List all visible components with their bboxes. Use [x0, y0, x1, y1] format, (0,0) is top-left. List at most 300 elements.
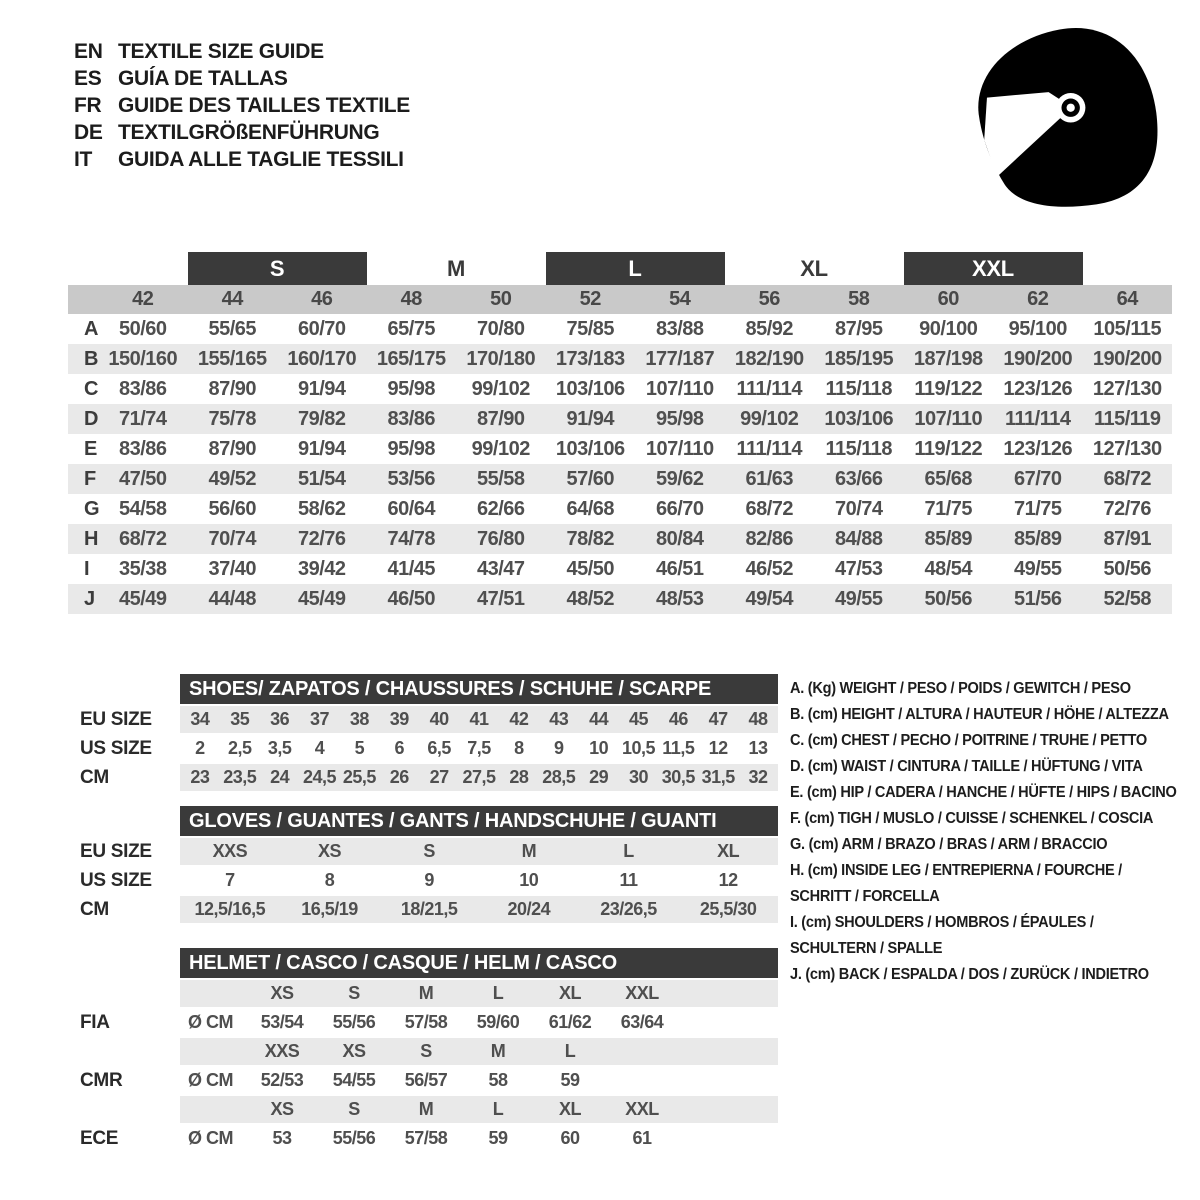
shoes-cell: 46: [668, 709, 688, 729]
size-cell: 70/80: [476, 317, 525, 340]
size-column-56: 56: [758, 288, 780, 310]
helmet-size-label: L: [492, 983, 504, 1003]
gloves-row-values: [180, 838, 778, 865]
legend-item-d: [790, 754, 1189, 780]
shoes-cell: 32: [748, 767, 768, 787]
legend-item-i: [790, 910, 1189, 962]
size-column-54: 54: [669, 288, 691, 310]
size-cell: 85/92: [745, 317, 794, 340]
size-cell: 127/130: [1092, 437, 1162, 460]
size-cell: 79/82: [297, 407, 346, 430]
size-cell: 39/42: [297, 557, 346, 580]
size-band-xl: XL: [800, 255, 828, 281]
shoes-cell: 27,5: [462, 767, 496, 787]
size-column-42: 42: [132, 288, 154, 310]
legend-line: G. (cm) ARM / BRAZO / BRAS / ARM / BRACCIO: [790, 836, 1108, 853]
size-cell: 187/198: [913, 347, 983, 370]
size-cell: 51/54: [297, 467, 346, 490]
size-cell: 71/74: [118, 407, 167, 430]
size-cell: 83/86: [118, 437, 167, 460]
helmet-cell: 52/53: [260, 1070, 304, 1090]
size-cell: 190/200: [1092, 347, 1162, 370]
size-cell: 74/78: [387, 527, 436, 550]
gloves-row-us-size: [68, 867, 778, 894]
size-row-e: [68, 434, 1172, 464]
size-band-row: [68, 252, 1172, 285]
size-cell: 82/86: [745, 527, 794, 550]
size-cell: 56/60: [208, 497, 257, 520]
gloves-cell: XL: [717, 841, 740, 861]
size-cell: 71/75: [924, 497, 973, 520]
gloves-cell: S: [423, 841, 435, 861]
size-cell: 47/51: [476, 587, 525, 610]
helmet-standard-label: CMR: [80, 1069, 123, 1091]
shoes-row-label: EU SIZE: [80, 708, 152, 730]
shoes-cell: 36: [270, 709, 290, 729]
language-code: ES: [74, 66, 102, 90]
size-cell: 68/72: [1103, 467, 1152, 490]
helmet-unit-label: Ø CM: [188, 1012, 233, 1032]
size-row-label: J: [84, 587, 96, 610]
size-cell: 95/98: [387, 437, 436, 460]
helmet-size-label: XS: [270, 1099, 294, 1119]
gloves-row-values: [180, 867, 778, 894]
size-cell: 105/115: [1093, 317, 1162, 340]
legend-line: E. (cm) HIP / CADERA / HANCHE / HÜFTE / HIPS / BACINO: [790, 784, 1177, 801]
shoes-cell: 23,5: [223, 767, 257, 787]
gloves-cell: 11: [619, 870, 638, 890]
size-cell: 95/100: [1008, 317, 1067, 340]
size-cell: 65/68: [924, 467, 973, 490]
size-cell: 70/74: [208, 527, 257, 550]
language-row-de: [74, 119, 410, 146]
size-cell: 60/64: [387, 497, 436, 520]
size-band-m: M: [446, 255, 466, 281]
size-row-g: [68, 494, 1172, 524]
gloves-cell: L: [623, 841, 634, 861]
shoes-row-values: [180, 706, 778, 733]
size-cell: 87/90: [476, 407, 525, 430]
size-cell: 37/40: [208, 557, 257, 580]
helmet-sizes-values: [180, 1038, 778, 1065]
shoes-cell: 10,5: [621, 738, 655, 758]
size-band-s: S: [188, 252, 367, 285]
shoes-rows: [68, 706, 778, 791]
helmet-size-label: XXS: [264, 1041, 300, 1061]
gloves-title: GLOVES / GUANTES / GANTS / HANDSCHUHE / GUANTI: [180, 806, 778, 836]
shoes-row-cm: [68, 764, 778, 791]
language-label: GUÍA DE TALLAS: [118, 66, 288, 90]
size-cell: 103/106: [555, 437, 625, 460]
size-table-body: [68, 314, 1172, 614]
size-row-b: [68, 344, 1172, 374]
gloves-cell: 20/24: [507, 899, 551, 919]
shoes-cell: 44: [589, 709, 609, 729]
shoes-cell: 37: [310, 709, 330, 729]
size-cell: 45/49: [118, 587, 167, 610]
helmet-value-row-cmr: [68, 1067, 778, 1094]
size-cell: 54/58: [118, 497, 167, 520]
size-row-j: [68, 584, 1172, 614]
size-cell: 62/66: [476, 497, 525, 520]
size-cell: 64/68: [566, 497, 615, 520]
size-cell: 75/85: [566, 317, 615, 340]
size-cell: 48/52: [566, 587, 615, 610]
shoes-cell: 13: [748, 738, 768, 758]
gloves-cell: 23/26,5: [600, 899, 657, 919]
size-cell: 91/94: [297, 377, 346, 400]
size-cell: 103/106: [555, 377, 625, 400]
helmet-size-label: XXL: [625, 1099, 659, 1119]
size-column-46: 46: [311, 288, 333, 310]
helmet-size-label: S: [420, 1041, 432, 1061]
helmet-cell: 59/60: [476, 1012, 520, 1032]
size-row-label: C: [84, 377, 99, 400]
shoes-cell: 45: [628, 709, 648, 729]
gloves-cell: 12: [718, 870, 738, 890]
legend-line: SCHRITT / FORCELLA: [790, 888, 940, 905]
shoes-row-label: CM: [80, 766, 109, 788]
shoes-cell: 28: [509, 767, 529, 787]
helmet-unit-label: Ø CM: [188, 1128, 233, 1148]
size-cell: 46/51: [655, 557, 704, 580]
helmet-cell: 53: [272, 1128, 292, 1148]
shoes-cell: 7,5: [467, 738, 491, 758]
gloves-cell: 25,5/30: [699, 899, 757, 919]
shoes-cell: 27: [429, 767, 449, 787]
size-cell: 165/175: [376, 347, 446, 370]
size-cell: 70/74: [834, 497, 883, 520]
size-cell: 87/95: [834, 317, 883, 340]
gloves-row-label: EU SIZE: [80, 840, 152, 862]
helmet-size-label: L: [492, 1099, 504, 1119]
helmet-cell: 61/62: [548, 1012, 592, 1032]
size-row-label: I: [84, 557, 90, 580]
measurement-legend: [790, 676, 1189, 988]
size-cell: 95/98: [387, 377, 436, 400]
size-cell: 90/100: [919, 317, 978, 340]
legend-item-b: [790, 702, 1189, 728]
size-band-spacer: [68, 252, 98, 285]
gloves-cell: M: [521, 841, 537, 861]
size-cell: 50/56: [924, 587, 973, 610]
language-code: IT: [74, 147, 93, 171]
legend-line: SCHULTERN / SPALLE: [790, 940, 943, 957]
language-label: GUIDA ALLE TAGLIE TESSILI: [118, 147, 404, 171]
size-band-l: L: [546, 252, 725, 285]
helmet-cell: 60: [560, 1128, 580, 1148]
size-cell: 50/56: [1103, 557, 1152, 580]
size-cell: 68/72: [745, 497, 794, 520]
size-cell: 35/38: [118, 557, 167, 580]
shoes-cell: 10: [589, 738, 609, 758]
textile-size-table: [68, 252, 1172, 614]
gloves-section: [68, 806, 778, 923]
legend-item-a: [790, 676, 1189, 702]
size-cell: 123/126: [1003, 377, 1073, 400]
size-cell: 87/90: [208, 437, 257, 460]
size-cell: 48/54: [924, 557, 973, 580]
size-cell: 127/130: [1092, 377, 1162, 400]
size-column-50: 50: [490, 288, 512, 310]
size-row-label: E: [84, 437, 98, 460]
helmet-cell: 63/64: [620, 1012, 664, 1032]
legend-line: C. (cm) CHEST / PECHO / POITRINE / TRUHE / PETTO: [790, 732, 1147, 749]
helmet-sizes-values: [180, 1096, 778, 1123]
language-row-fr: [74, 92, 410, 119]
size-cell: 115/118: [825, 437, 893, 460]
helmet-section: [68, 948, 778, 1152]
shoes-cell: 30: [628, 767, 648, 787]
shoes-cell: 31,5: [701, 767, 735, 787]
helmet-value-row-ece: [68, 1125, 778, 1152]
helmet-size-label: XXL: [625, 983, 659, 1003]
size-cell: 58/62: [297, 497, 346, 520]
size-cell: 61/63: [745, 467, 794, 490]
size-cell: 67/70: [1013, 467, 1062, 490]
helmet-cell: 55/56: [332, 1012, 376, 1032]
size-cell: 111/114: [736, 377, 802, 400]
size-column-64: 64: [1116, 288, 1138, 310]
size-row-label: H: [84, 527, 99, 550]
helmet-cell: 54/55: [332, 1070, 376, 1090]
gloves-cell: 9: [424, 870, 434, 890]
helmet-value-row-fia: [68, 1009, 778, 1036]
size-cell: 46/50: [387, 587, 436, 610]
size-row-h: [68, 524, 1172, 554]
legend-item-e: [790, 780, 1189, 806]
size-cell: 190/200: [1003, 347, 1073, 370]
size-cell: 87/90: [208, 377, 257, 400]
shoes-cell: 25,5: [342, 767, 376, 787]
gloves-cell: XXS: [212, 841, 248, 861]
size-cell: 160/170: [287, 347, 357, 370]
legend-line: I. (cm) SHOULDERS / HOMBROS / ÉPAULES /: [790, 914, 1094, 931]
size-number-row: [68, 285, 1172, 314]
legend-line: H. (cm) INSIDE LEG / ENTREPIERNA / FOURCHE /: [790, 862, 1122, 879]
helmet-sizes-row-spacer: [68, 1038, 180, 1065]
language-label: TEXTILGRÖßENFÜHRUNG: [118, 120, 380, 144]
size-cell: 111/114: [736, 437, 802, 460]
shoes-row-label: US SIZE: [80, 737, 152, 759]
shoes-row-us-size: [68, 735, 778, 762]
size-cell: 45/49: [297, 587, 346, 610]
helmet-cell: 56/57: [404, 1070, 448, 1090]
size-row-label: G: [84, 497, 100, 520]
helmet-rows: [68, 980, 778, 1152]
size-cell: 115/118: [825, 377, 893, 400]
size-cell: 99/102: [471, 437, 530, 460]
helmet-size-label: L: [564, 1041, 576, 1061]
size-row-c: [68, 374, 1172, 404]
shoes-row-eu-size: [68, 706, 778, 733]
helmet-standard-values: [180, 1009, 778, 1036]
size-column-44: 44: [221, 288, 243, 310]
shoes-cell: 40: [429, 709, 449, 729]
size-cell: 107/110: [645, 377, 714, 400]
size-cell: 49/55: [834, 587, 883, 610]
size-cell: 59/62: [655, 467, 704, 490]
legend-item-g: [790, 832, 1189, 858]
shoes-cell: 23: [190, 767, 210, 787]
shoes-section: [68, 674, 778, 791]
size-band-xxl: XXL: [904, 252, 1083, 285]
size-cell: 47/50: [118, 467, 167, 490]
size-cell: 119/122: [914, 377, 983, 400]
helmet-standard-label: ECE: [80, 1127, 119, 1149]
shoes-cell: 9: [553, 738, 564, 758]
shoes-cell: 6,5: [427, 738, 451, 758]
size-cell: 173/183: [555, 347, 625, 370]
size-cell: 80/84: [655, 527, 704, 550]
helmet-standard-values: [180, 1067, 778, 1094]
shoes-cell: 28,5: [542, 767, 576, 787]
helmet-size-label: S: [348, 983, 360, 1003]
size-row-d: [68, 404, 1172, 434]
legend-line: F. (cm) TIGH / MUSLO / CUISSE / SCHENKEL / COSCIA: [790, 810, 1154, 827]
shoes-cell: 11,5: [662, 738, 695, 758]
helmet-standard-values: [180, 1125, 778, 1152]
size-row-f: [68, 464, 1172, 494]
size-cell: 111/114: [1005, 407, 1071, 430]
legend-item-j: [790, 962, 1189, 988]
helmet-sizes-row-ece: [68, 1096, 778, 1123]
size-cell: 51/56: [1013, 587, 1062, 610]
helmet-cell: 55/56: [332, 1128, 376, 1148]
helmet-size-label: S: [348, 1099, 360, 1119]
size-column-60: 60: [937, 288, 959, 310]
size-cell: 55/58: [476, 467, 525, 490]
size-cell: 91/94: [566, 407, 615, 430]
gloves-row-label: US SIZE: [80, 869, 152, 891]
size-cell: 84/88: [834, 527, 883, 550]
legend-line: A. (Kg) WEIGHT / PESO / POIDS / GEWITCH / PESO: [790, 680, 1131, 697]
size-cell: 57/60: [566, 467, 615, 490]
shoes-cell: 24: [270, 767, 290, 787]
gloves-row-values: [180, 896, 778, 923]
gloves-cell: XS: [317, 841, 341, 861]
size-cell: 47/53: [834, 557, 883, 580]
language-code: FR: [74, 93, 102, 117]
helmet-cell: 59: [560, 1070, 580, 1090]
size-cell: 52/58: [1103, 587, 1152, 610]
size-row-label: D: [84, 407, 99, 430]
size-cell: 103/106: [824, 407, 894, 430]
gloves-rows: [68, 838, 778, 923]
shoes-cell: 30,5: [661, 767, 695, 787]
legend-line: D. (cm) WAIST / CINTURA / TAILLE / HÜFTUNG / VITA: [790, 758, 1143, 775]
size-cell: 43/47: [476, 557, 525, 580]
size-cell: 50/60: [118, 317, 167, 340]
size-row-i: [68, 554, 1172, 584]
size-cell: 68/72: [118, 527, 167, 550]
legend-item-c: [790, 728, 1189, 754]
shoes-cell: 48: [748, 709, 768, 729]
gloves-cell: 8: [324, 870, 335, 890]
shoes-cell: 3,5: [267, 738, 292, 758]
legend-item-h: [790, 858, 1189, 910]
size-cell: 119/122: [914, 437, 983, 460]
size-cell: 85/89: [924, 527, 973, 550]
size-row-label: F: [84, 467, 97, 490]
helmet-size-label: M: [490, 1041, 506, 1061]
shoes-title: SHOES/ ZAPATOS / CHAUSSURES / SCHUHE / SCARPE: [180, 674, 778, 704]
gloves-cell: 10: [519, 870, 539, 890]
helmet-standard-label: FIA: [80, 1011, 110, 1033]
helmet-size-label: XS: [342, 1041, 366, 1061]
language-list: [74, 38, 410, 173]
language-code: EN: [74, 39, 103, 63]
size-cell: 72/76: [1103, 497, 1152, 520]
helmet-unit-label: Ø CM: [188, 1070, 233, 1090]
gloves-row-cm: [68, 896, 778, 923]
shoes-cell: 8: [514, 738, 524, 758]
size-cell: 41/45: [387, 557, 436, 580]
size-row-label: A: [84, 317, 99, 340]
legend-line: J. (cm) BACK / ESPALDA / DOS / ZURÜCK / INDIETRO: [790, 966, 1149, 983]
size-cell: 75/78: [208, 407, 257, 430]
shoes-cell: 4: [314, 738, 325, 758]
size-column-52: 52: [579, 288, 601, 310]
shoes-cell: 42: [509, 709, 529, 729]
shoes-cell: 29: [589, 767, 609, 787]
size-cell: 49/52: [208, 467, 257, 490]
size-cell: 83/88: [655, 317, 704, 340]
size-cell: 177/187: [645, 347, 715, 370]
size-cell: 107/110: [914, 407, 983, 430]
shoes-cell: 24,5: [303, 767, 337, 787]
size-cell: 65/75: [387, 317, 436, 340]
language-row-es: [74, 65, 410, 92]
gloves-cell: 12,5/16,5: [194, 899, 266, 919]
helmet-size-label: M: [418, 1099, 434, 1119]
size-cell: 60/70: [297, 317, 346, 340]
shoes-cell: 35: [230, 709, 250, 729]
size-cell: 87/91: [1103, 527, 1152, 550]
helmet-size-label: XS: [270, 983, 294, 1003]
language-code: DE: [74, 120, 103, 144]
shoes-cell: 39: [389, 709, 409, 729]
size-cell: 115/119: [1093, 407, 1161, 430]
size-cell: 45/50: [566, 557, 615, 580]
size-cell: 123/126: [1003, 437, 1073, 460]
size-cell: 83/86: [387, 407, 436, 430]
size-cell: 72/76: [297, 527, 346, 550]
size-cell: 66/70: [655, 497, 704, 520]
size-cell: 49/55: [1013, 557, 1062, 580]
size-row-label: B: [84, 347, 99, 370]
helmet-cell: 59: [488, 1128, 508, 1148]
size-cell: 99/102: [740, 407, 799, 430]
size-column-48: 48: [400, 288, 422, 310]
shoes-cell: 38: [349, 709, 369, 729]
size-cell: 48/53: [655, 587, 704, 610]
shoes-cell: 47: [708, 709, 728, 729]
size-cell: 99/102: [471, 377, 530, 400]
racing-helmet-icon: [974, 24, 1160, 208]
legend-item-f: [790, 806, 1189, 832]
size-cell: 55/65: [208, 317, 257, 340]
gloves-cell: 7: [225, 870, 235, 890]
language-label: TEXTILE SIZE GUIDE: [118, 39, 324, 63]
language-row-en: [74, 38, 410, 65]
gloves-cell: 18/21,5: [400, 899, 458, 919]
language-row-it: [74, 146, 410, 173]
helmet-sizes-row-spacer: [68, 980, 180, 1007]
size-cell: 44/48: [208, 587, 257, 610]
language-label: GUIDE DES TAILLES TEXTILE: [118, 93, 410, 117]
helmet-sizes-values: [180, 980, 778, 1007]
